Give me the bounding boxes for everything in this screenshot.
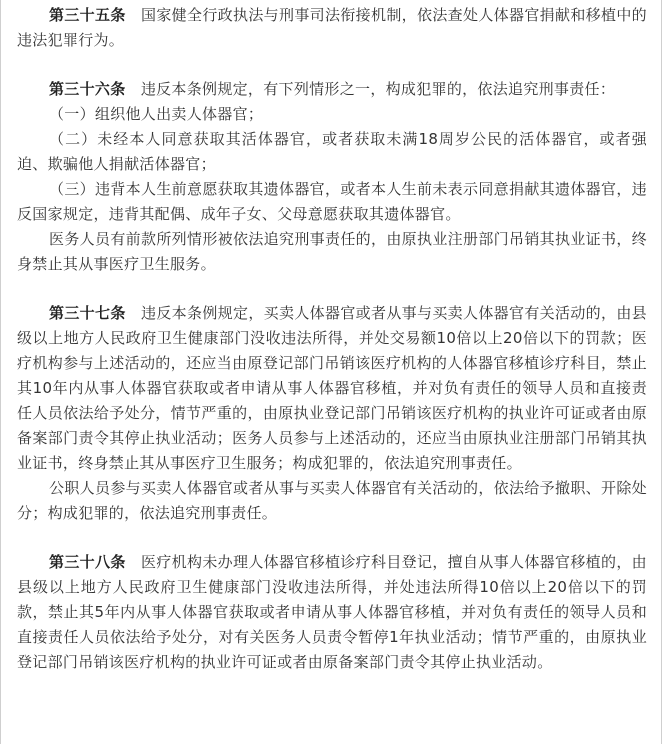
article-36-text: 违反本条例规定，有下列情形之一，构成犯罪的，依法追究刑事责任： — [140, 80, 616, 98]
article-38-text: 医疗机构未办理人体器官移植诊疗科目登记，擅自从事人体器官移植的，由县级以上地方人民政府卫生健康部门没收违法所得，并处违法所得10倍以上20倍以下的罚款，禁止其5年内从事人体器官获取或者申请从事人体器官移植，并对负有责任的领导人员和直接责任人员依法给予处分，对有关医务人员责令暂停1年执业活动；情节严重的，由原执业登记部门吊销该医疗机构的执业许可证或者由原备案部门责令其停止执业活动。 — [17, 553, 647, 671]
article-gap — [17, 53, 647, 77]
article-38-number: 第三十八条 — [49, 553, 126, 571]
article-37-text: 违反本条例规定，买卖人体器官或者从事与买卖人体器官有关活动的，由县级以上地方人民政府卫生健康部门没收违法所得，并处交易额10倍以上20倍以下的罚款；医疗机构参与上述活动的，还应当由原登记部门吊销该医疗机构的人体器官移植诊疗科目，禁止其10年内从事人体器官获取或者申请从事人体器官移植，并对负有责任的领导人员和直接责任人员依法给予处分，情节严重的，由原执业登记部门吊销该医疗机构的执业许可证或者由原备案部门责令其停止执业活动；医务人员参与上述活动的，还应当由原执业注册部门吊销其执业证书，终身禁止其从事医疗卫生服务；构成犯罪的，依法追究刑事责任。 — [17, 304, 647, 472]
article-36-item-3: （三）违背本人生前意愿获取其遗体器官，或者本人生前未表示同意捐献其遗体器官，违反国家规定，违背其配偶、成年子女、父母意愿获取其遗体器官。 — [17, 180, 647, 223]
article-36-item-2: （二）未经本人同意获取其活体器官，或者获取未满18周岁公民的活体器官，或者强迫、欺骗他人捐献活体器官； — [17, 130, 647, 173]
article-35-text: 国家健全行政执法与刑事司法衔接机制，依法查处人体器官捐献和移植中的违法犯罪行为。 — [17, 6, 647, 49]
article-gap — [17, 277, 647, 301]
article-35-number: 第三十五条 — [49, 6, 126, 24]
article-37-para-2: 公职人员参与买卖人体器官或者从事与买卖人体器官有关活动的，依法给予撤职、开除处分；构成犯罪的，依法追究刑事责任。 — [17, 479, 647, 522]
article-38-para-1 — [17, 550, 647, 675]
article-37-number: 第三十七条 — [49, 304, 126, 322]
article-36-number: 第三十六条 — [49, 80, 126, 98]
article-35-para-1 — [17, 3, 647, 53]
article-36-para-2: 医务人员有前款所列情形被依法追究刑事责任的，由原执业注册部门吊销其执业证书，终身禁止其从事医疗卫生服务。 — [17, 230, 647, 273]
article-36-item-1: （一）组织他人出卖人体器官； — [49, 105, 264, 123]
article-36-para-1 — [17, 77, 647, 102]
article-gap — [17, 526, 647, 550]
article-37-para-1 — [17, 301, 647, 476]
